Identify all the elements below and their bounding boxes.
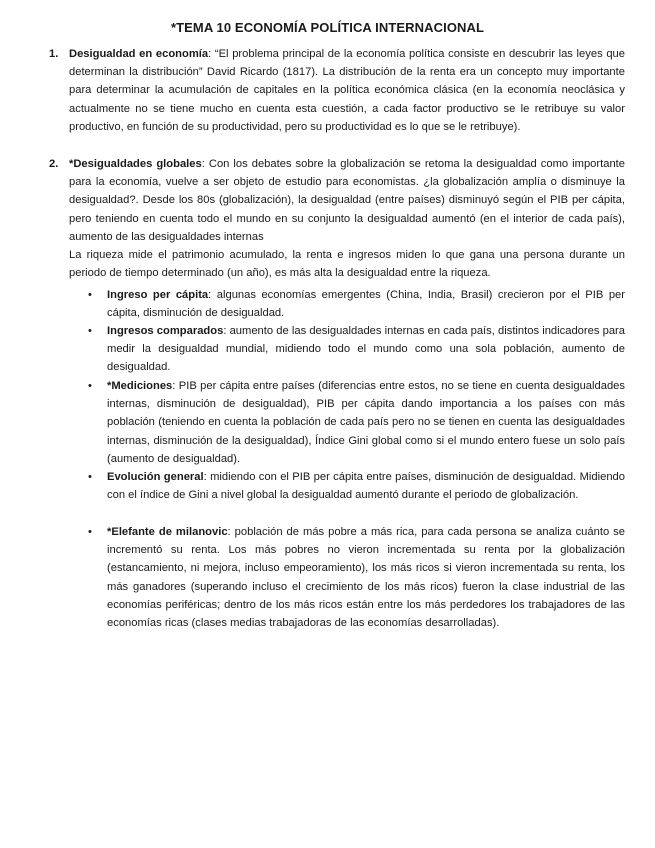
bullet-text: : aumento de las desigualdades internas en cada país, distintos indicadores para medir la desigualdad mundial, midiendo todo el mundo como una sola población, aumento de desigualdad. [107,325,625,374]
list-item-desigualdades-globales [69,155,625,246]
page-title: *TEMA 10 ECONOMÍA POLÍTICA INTERNACIONAL [170,20,485,35]
bullet-marker: • [88,526,92,538]
bullet-marker: • [88,289,92,301]
bullet-text: : midiendo con el PIB per cápita entre países, disminución de desigualdad. Midiendo con el índice de Gini a nivel global la desigualdad aumentó durante el periodo de globalización. [107,471,625,502]
bullet-marker: • [88,325,92,337]
bullet-text: : algunas economías emergentes (China, India, Brasil) crecieron por el PIB per cápita, disminución de desigualdad. [107,289,625,320]
item-number: 2. [49,158,59,170]
bullet-heading: Ingresos comparados [107,325,224,337]
item-number: 1. [49,48,59,60]
bullet-text: : población de más pobre a más rica, para cada persona se analiza cuánto se incrementó su renta. Los más pobres no vieron incrementada su renta por la globalización (estancamiento, ni mejora, incluso empeoramiento), los más ricos si vieron incrementada su renta, los más ganadores (superando incluso el crecimiento de los más ricos) fueron la clase industrial de las economías periféricas; dentro de los más ricos están entre los más perdedores los trabajadores de las economías ricas (clases medias trabajadoras de las economías desarrolladas). [107,526,625,630]
bullet-item-ingresos-comparados [107,322,625,377]
bullet-text: : PIB per cápita entre países (diferencias entre estos, no se tiene en cuenta desigualdades internas, disminución de desigualdad), PIB per cápita dando importancia a los países con más población (teniendo en cuenta la población de cada país pero no se tienen en cuenta las desigualdades internas, disminución de la desigualdad), Índice Gini global como si el mundo entero fuese un solo país (aumento de desigualdad). [107,380,625,465]
item-text: : “El problema principal de la economía política consiste en descubrir las leyes que determinan la distribución” David Ricardo (1817). La distribución de la renta era un concepto muy importante para determinar la acumulación de capitales en la política económica clásica (en la economía neoclásica y actualmente no se tiene mucho en cuenta esta cuestión, a cada factor productivo se le retribuye su valor productivo, en función de su productividad, pero su productividad es lo que se le retribuye). [69,48,625,133]
bullet-item-elefante-milanovic [107,523,625,632]
item-heading: *Desigualdades globales [69,158,202,170]
body-paragraph: La riqueza mide el patrimonio acumulado, la renta e ingresos miden lo que gana una persona durante un periodo de tiempo determinado (un año), es más alta la desigualdad entre la riqueza. [69,249,625,280]
item-heading: Desigualdad en economía [69,48,209,60]
item-text: : Con los debates sobre la globalización se retoma la desigualdad como importante para la economía, vuelve a ser objeto de estudio para economistas. ¿la globalización amplía o disminuye la desigualdad?. Desde los 80s (globalización), la desigualdad (entre países) disminuyó según el PIB per cápita, pero teniendo en cuenta todo el mundo en su conjunto la desigualdad aumentó (en el interior de cada país), aumento de las desigualdades internas [69,158,625,243]
bullet-item-evolucion-general [107,468,625,504]
bullet-heading: Evolución general [107,471,204,483]
bullet-item-mediciones [107,377,625,468]
bullet-heading: *Elefante de milanovic [107,526,228,538]
bullet-marker: • [88,471,92,483]
bullet-heading: *Mediciones [107,380,173,392]
bullet-marker: • [88,380,92,392]
bullet-heading: Ingreso per cápita [107,289,209,301]
list-item-desigualdad-economia [69,45,625,136]
bullet-item-ingreso-per-capita [107,286,625,322]
